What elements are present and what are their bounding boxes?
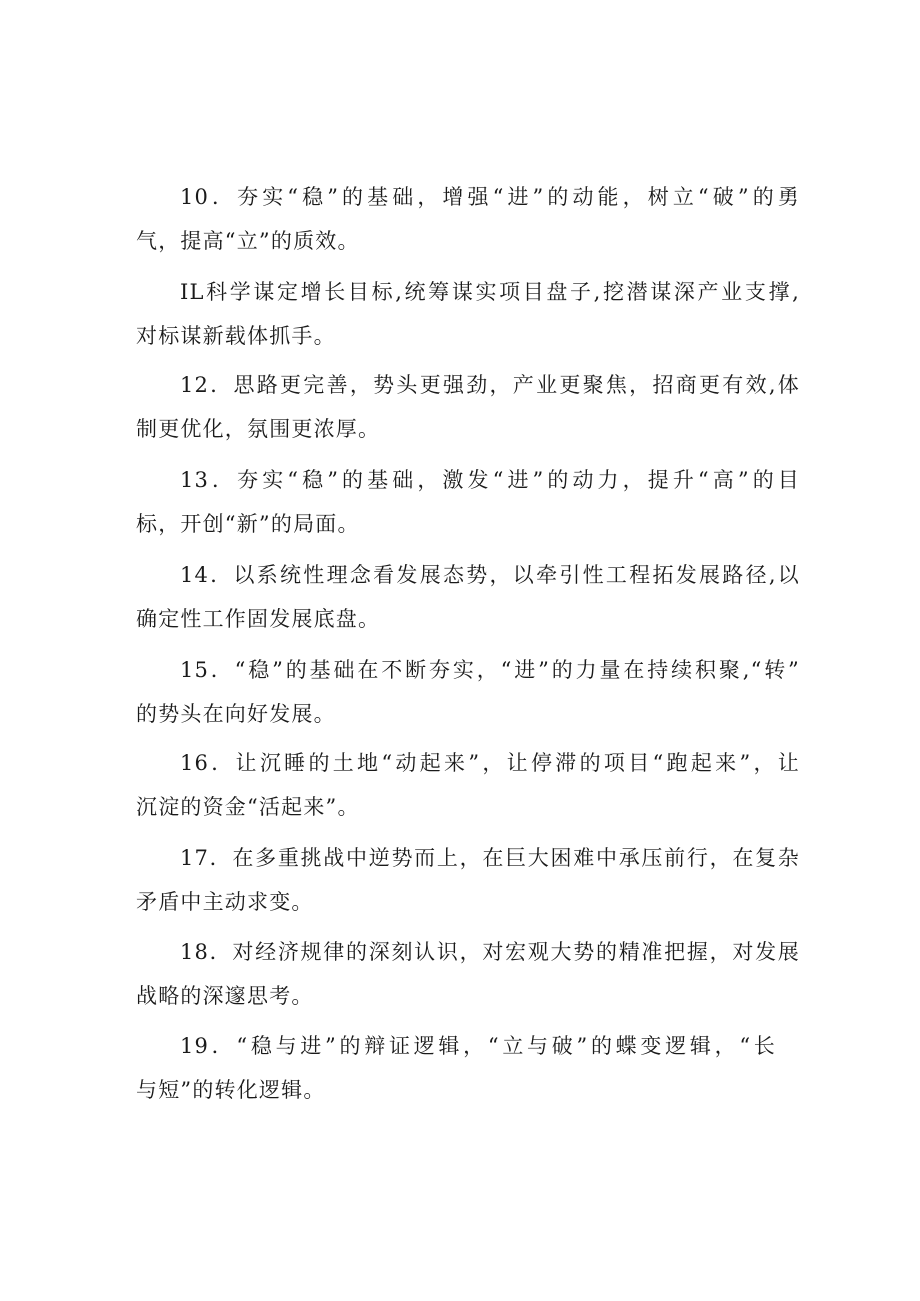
item-13-line-2: 标，开创“新”的局面。 (136, 512, 360, 536)
item-15-line-1: 15．“稳”的基础在不断夯实，“进”的力量在持续积聚,“转” (180, 658, 800, 682)
item-18-line-2: 战略的深邃思考。 (136, 984, 314, 1008)
item-18-line-1: 18．对经济规律的深刻认识，对宏观大势的精准把握，对发展 (180, 940, 800, 964)
item-12-line-2: 制更优化，氛围更浓厚。 (136, 417, 381, 441)
list-item-10 (136, 175, 806, 263)
item-10-line-2: 气，提高“立”的质效。 (136, 229, 360, 253)
item-17-line-1: 17．在多重挑战中逆势而上，在巨大困难中承压前行，在复杂 (180, 846, 800, 870)
list-item-19 (136, 1024, 806, 1112)
item-14-line-2: 确定性工作固发展底盘。 (136, 607, 381, 631)
list-item-18 (136, 930, 806, 1018)
item-11-line-1: IL科学谋定增长目标,统筹谋实项目盘子,挖潜谋深产业支撑, (180, 280, 800, 304)
list-item-16 (136, 741, 806, 829)
list-item-11 (136, 270, 806, 358)
list-item-17 (136, 836, 806, 924)
item-19-line-2: 与短”的转化逻辑。 (136, 1078, 326, 1102)
item-17-line-2: 矛盾中主动求变。 (136, 890, 314, 914)
list-item-13 (136, 458, 806, 546)
item-10-line-1: 10．夯实“稳”的基础，增强“进”的动能，树立“破”的勇 (180, 185, 800, 209)
item-16-line-2: 沉淀的资金“活起来”。 (136, 795, 360, 819)
item-19-line-1: 19．“稳与进”的辩证逻辑，“立与破”的蝶变逻辑，“长 (180, 1034, 776, 1058)
list-item-14 (136, 553, 806, 641)
list-item-12 (136, 363, 806, 451)
item-13-line-1: 13．夯实“稳”的基础，激发“进”的动力，提升“高”的目 (180, 468, 800, 492)
list-item-15 (136, 648, 806, 736)
item-14-line-1: 14．以系统性理念看发展态势，以牵引性工程拓发展路径,以 (180, 563, 800, 587)
item-15-line-2: 的势头在向好发展。 (136, 702, 336, 726)
item-16-line-1: 16．让沉睡的土地“动起来”，让停滞的项目“跑起来”，让 (180, 751, 800, 775)
item-11-line-2: 对标谋新载体抓手。 (136, 324, 336, 348)
item-12-line-1: 12．思路更完善，势头更强劲，产业更聚焦，招商更有效,体 (180, 373, 800, 397)
